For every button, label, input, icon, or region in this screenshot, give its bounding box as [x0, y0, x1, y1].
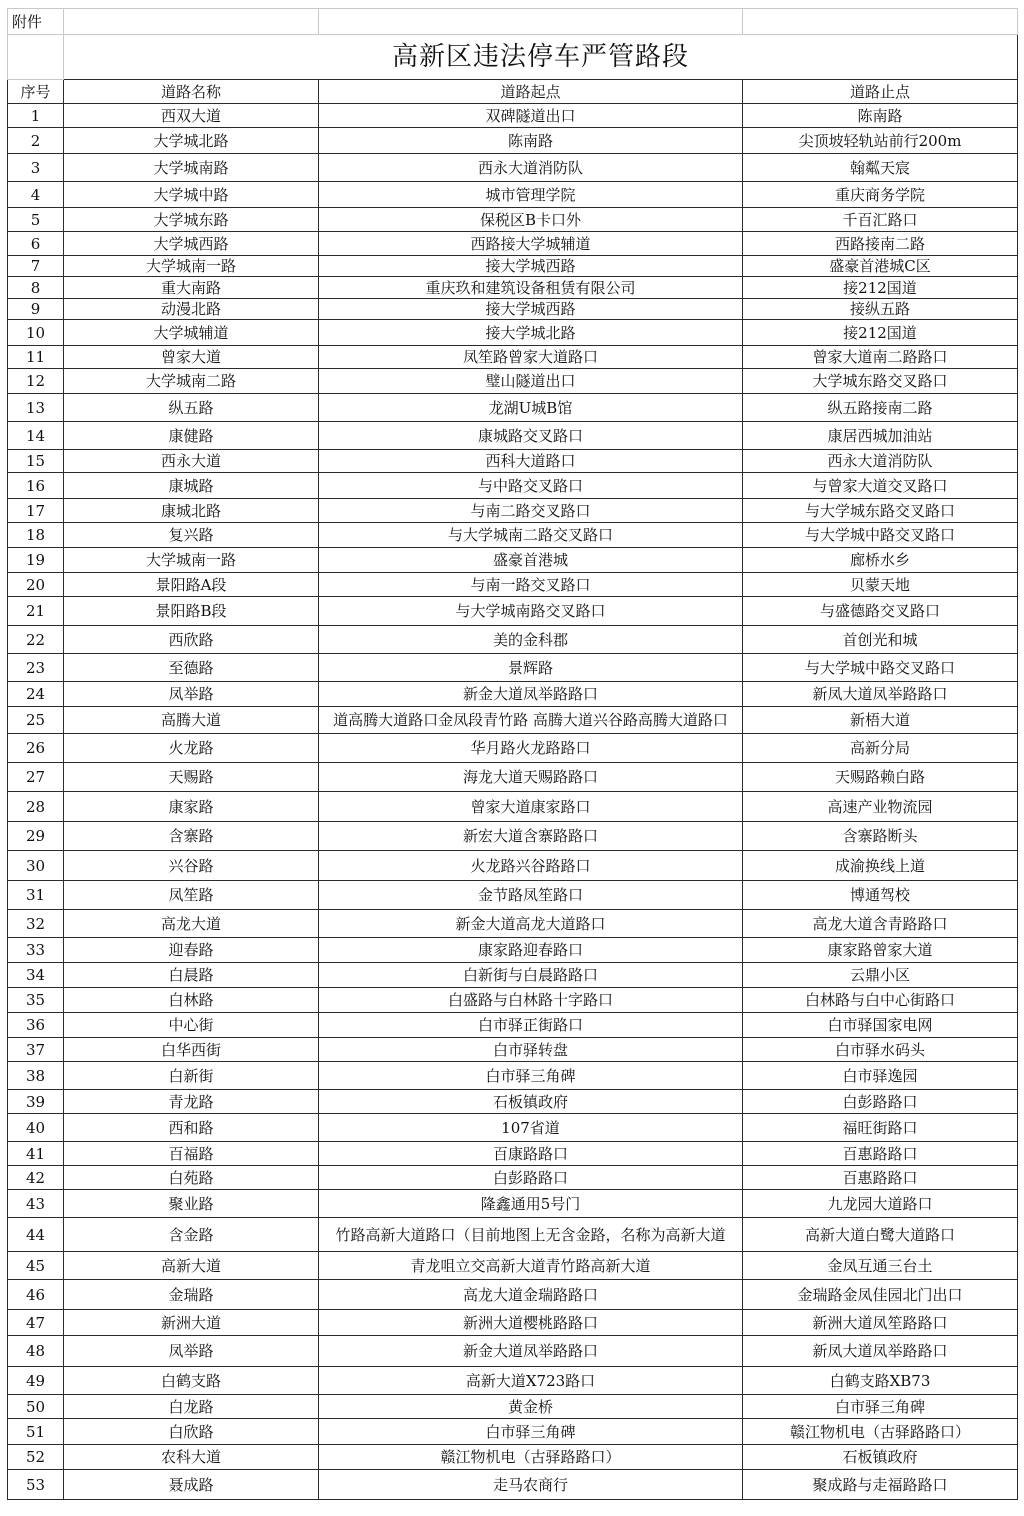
header-cell-start[interactable]: 道路起点 [319, 80, 743, 104]
cell-road-name[interactable]: 大学城东路 [64, 208, 319, 232]
cell-start[interactable]: 白市驿正街路口 [319, 1013, 743, 1038]
cell-road-name[interactable]: 白龙路 [64, 1395, 319, 1419]
table-row [8, 763, 1018, 792]
sheet-title[interactable]: 高新区违法停车严管路段 [64, 35, 1018, 80]
cell-road-name[interactable]: 中心街 [64, 1013, 319, 1038]
table-row [8, 1445, 1018, 1470]
cell-end[interactable]: 白市驿国家电网 [743, 1013, 1018, 1038]
cell-road-name[interactable]: 兴谷路 [64, 851, 319, 881]
cell-start[interactable]: 华月路火龙路路口 [319, 734, 743, 763]
cell-end[interactable]: 与大学城东路交叉路口 [743, 499, 1018, 523]
cell-start[interactable]: 白市驿三角碑 [319, 1419, 743, 1445]
empty-cell[interactable] [8, 35, 64, 80]
attachment-row [8, 9, 1018, 35]
cell-end[interactable]: 云鼎小区 [743, 963, 1018, 988]
cell-road-name[interactable]: 含寨路 [64, 822, 319, 851]
cell-road-name[interactable]: 白林路 [64, 988, 319, 1013]
cell-index[interactable]: 32 [8, 910, 64, 938]
cell-start[interactable]: 赣江物机电（古驿路路口） [319, 1445, 743, 1470]
table-row [8, 256, 1018, 277]
cell-start[interactable]: 与南一路交叉路口 [319, 573, 743, 597]
cell-end[interactable]: 金凤互通三台土 [743, 1252, 1018, 1280]
cell-start[interactable]: 城市管理学院 [319, 182, 743, 208]
cell-index[interactable]: 30 [8, 851, 64, 881]
cell-road-name[interactable]: 迎春路 [64, 938, 319, 963]
cell-index[interactable]: 21 [8, 597, 64, 626]
cell-road-name[interactable]: 大学城辅道 [64, 320, 319, 346]
cell-road-name[interactable]: 凤举路 [64, 682, 319, 707]
cell-index[interactable]: 34 [8, 963, 64, 988]
cell-index[interactable]: 2 [8, 128, 64, 154]
table-row [8, 1142, 1018, 1166]
cell-index[interactable]: 12 [8, 369, 64, 394]
cell-road-name[interactable]: 天赐路 [64, 763, 319, 792]
cell-index[interactable]: 48 [8, 1336, 64, 1367]
cell-road-name[interactable]: 大学城西路 [64, 232, 319, 256]
cell-road-name[interactable]: 白欣路 [64, 1419, 319, 1445]
cell-road-name[interactable]: 西永大道 [64, 450, 319, 473]
cell-end[interactable]: 聚成路与走福路路口 [743, 1470, 1018, 1500]
cell-start[interactable]: 凤笙路曾家大道路口 [319, 346, 743, 369]
cell-end[interactable]: 百惠路路口 [743, 1166, 1018, 1190]
cell-index[interactable]: 17 [8, 499, 64, 523]
cell-start[interactable]: 新金大道凤举路路口 [319, 1336, 743, 1367]
cell-start[interactable]: 107省道 [319, 1114, 743, 1142]
table-row [8, 1280, 1018, 1310]
cell-start[interactable]: 新金大道高龙大道路口 [319, 910, 743, 938]
cell-end[interactable]: 与盛德路交叉路口 [743, 597, 1018, 626]
cell-road-name[interactable]: 至德路 [64, 654, 319, 682]
cell-road-name[interactable]: 白新街 [64, 1062, 319, 1090]
cell-end[interactable]: 接212国道 [743, 277, 1018, 299]
cell-end[interactable]: 与曾家大道交叉路口 [743, 473, 1018, 499]
cell-end[interactable]: 陈南路 [743, 104, 1018, 128]
cell-end[interactable]: 重庆商务学院 [743, 182, 1018, 208]
table-row [8, 1395, 1018, 1419]
header-cell-index[interactable]: 序号 [8, 80, 64, 104]
cell-road-name[interactable]: 凤举路 [64, 1336, 319, 1367]
cell-end[interactable]: 高龙大道含青路路口 [743, 910, 1018, 938]
cell-road-name[interactable]: 白晨路 [64, 963, 319, 988]
table-row [8, 208, 1018, 232]
cell-start[interactable]: 西路接大学城辅道 [319, 232, 743, 256]
table-row [8, 654, 1018, 682]
cell-index[interactable]: 35 [8, 988, 64, 1013]
cell-road-name[interactable]: 西和路 [64, 1114, 319, 1142]
cell-end[interactable]: 新洲大道凤笙路路口 [743, 1310, 1018, 1336]
cell-start[interactable]: 新宏大道含寨路路口 [319, 822, 743, 851]
table-row [8, 1310, 1018, 1336]
cell-end[interactable]: 大学城东路交叉路口 [743, 369, 1018, 394]
cell-end[interactable]: 成渝换线上道 [743, 851, 1018, 881]
empty-cell[interactable] [743, 9, 1018, 35]
cell-start[interactable]: 重庆玖和建筑设备租赁有限公司 [319, 277, 743, 299]
table-row [8, 450, 1018, 473]
cell-road-name[interactable]: 动漫北路 [64, 299, 319, 320]
cell-start[interactable]: 美的金科郡 [319, 626, 743, 654]
cell-end[interactable]: 康家路曾家大道 [743, 938, 1018, 963]
table-row [8, 851, 1018, 881]
table-row [8, 473, 1018, 499]
cell-road-name[interactable]: 康城北路 [64, 499, 319, 523]
cell-end[interactable]: 白鹤支路XB73 [743, 1367, 1018, 1395]
cell-index[interactable]: 24 [8, 682, 64, 707]
cell-start[interactable]: 石板镇政府 [319, 1090, 743, 1114]
cell-index[interactable]: 27 [8, 763, 64, 792]
cell-road-name[interactable]: 西双大道 [64, 104, 319, 128]
table-row [8, 573, 1018, 597]
road-table [7, 8, 1018, 1500]
cell-start[interactable]: 接大学城西路 [319, 299, 743, 320]
cell-start[interactable]: 白彭路路口 [319, 1166, 743, 1190]
cell-index[interactable]: 18 [8, 523, 64, 548]
cell-start[interactable]: 璧山隧道出口 [319, 369, 743, 394]
cell-end[interactable]: 西永大道消防队 [743, 450, 1018, 473]
cell-road-name[interactable]: 高腾大道 [64, 707, 319, 734]
cell-start[interactable]: 白盛路与白林路十字路口 [319, 988, 743, 1013]
cell-road-name[interactable]: 康家路 [64, 792, 319, 822]
table-row [8, 1419, 1018, 1445]
cell-end[interactable]: 西路接南二路 [743, 232, 1018, 256]
cell-index[interactable]: 3 [8, 154, 64, 182]
cell-road-name[interactable]: 大学城北路 [64, 128, 319, 154]
cell-end[interactable]: 高速产业物流园 [743, 792, 1018, 822]
table-row [8, 707, 1018, 734]
cell-end[interactable]: 与大学城中路交叉路口 [743, 523, 1018, 548]
cell-index[interactable]: 13 [8, 394, 64, 422]
cell-index[interactable]: 44 [8, 1218, 64, 1252]
cell-end[interactable]: 新凤大道凤举路路口 [743, 1336, 1018, 1367]
cell-end[interactable]: 康居西城加油站 [743, 422, 1018, 450]
cell-start[interactable]: 与大学城南二路交叉路口 [319, 523, 743, 548]
cell-road-name[interactable]: 火龙路 [64, 734, 319, 763]
cell-road-name[interactable]: 高新大道 [64, 1252, 319, 1280]
table-row [8, 182, 1018, 208]
cell-index[interactable]: 1 [8, 104, 64, 128]
cell-index[interactable]: 28 [8, 792, 64, 822]
cell-end[interactable]: 白林路与白中心街路口 [743, 988, 1018, 1013]
cell-start[interactable]: 新洲大道樱桃路路口 [319, 1310, 743, 1336]
cell-index[interactable]: 42 [8, 1166, 64, 1190]
table-row [8, 597, 1018, 626]
cell-road-name[interactable]: 凤笙路 [64, 881, 319, 910]
cell-road-name[interactable]: 康城路 [64, 473, 319, 499]
cell-index[interactable]: 8 [8, 277, 64, 299]
cell-road-name[interactable]: 含金路 [64, 1218, 319, 1252]
cell-end[interactable]: 接纵五路 [743, 299, 1018, 320]
cell-start[interactable]: 西永大道消防队 [319, 154, 743, 182]
cell-index[interactable]: 23 [8, 654, 64, 682]
table-row [8, 1252, 1018, 1280]
cell-index[interactable]: 19 [8, 548, 64, 573]
table-row [8, 232, 1018, 256]
table-row [8, 1090, 1018, 1114]
cell-start[interactable]: 金节路凤笙路口 [319, 881, 743, 910]
cell-index[interactable]: 25 [8, 707, 64, 734]
table-row [8, 128, 1018, 154]
cell-start[interactable]: 竹路高新大道路口（目前地图上无含金路，名称为高新大道 [319, 1218, 743, 1252]
cell-index[interactable]: 36 [8, 1013, 64, 1038]
cell-index[interactable]: 6 [8, 232, 64, 256]
table-row [8, 1114, 1018, 1142]
cell-end[interactable]: 福旺街路口 [743, 1114, 1018, 1142]
cell-end[interactable]: 天赐路赖白路 [743, 763, 1018, 792]
cell-start[interactable]: 西科大道路口 [319, 450, 743, 473]
table-row [8, 369, 1018, 394]
table-row [8, 1038, 1018, 1062]
cell-start[interactable]: 隆鑫通用5号门 [319, 1190, 743, 1218]
cell-end[interactable]: 尖顶坡轻轨站前行200m [743, 128, 1018, 154]
cell-index[interactable]: 22 [8, 626, 64, 654]
cell-start[interactable]: 道高腾大道路口金凤段青竹路 高腾大道兴谷路高腾大道路口 [319, 707, 743, 734]
cell-index[interactable]: 41 [8, 1142, 64, 1166]
cell-road-name[interactable]: 聂成路 [64, 1470, 319, 1500]
empty-cell[interactable] [319, 9, 743, 35]
cell-index[interactable]: 9 [8, 299, 64, 320]
table-row [8, 523, 1018, 548]
cell-end[interactable]: 白市驿逸园 [743, 1062, 1018, 1090]
cell-start[interactable]: 百康路路口 [319, 1142, 743, 1166]
cell-index[interactable]: 50 [8, 1395, 64, 1419]
cell-start[interactable]: 高新大道X723路口 [319, 1367, 743, 1395]
cell-index[interactable]: 46 [8, 1280, 64, 1310]
cell-index[interactable]: 53 [8, 1470, 64, 1500]
cell-start[interactable]: 与南二路交叉路口 [319, 499, 743, 523]
cell-end[interactable]: 赣江物机电（古驿路路口） [743, 1419, 1018, 1445]
cell-end[interactable]: 含寨路断头 [743, 822, 1018, 851]
table-row [8, 734, 1018, 763]
table-row [8, 1190, 1018, 1218]
cell-index[interactable]: 15 [8, 450, 64, 473]
cell-index[interactable]: 33 [8, 938, 64, 963]
cell-start[interactable]: 双碑隧道出口 [319, 104, 743, 128]
cell-road-name[interactable]: 大学城南一路 [64, 256, 319, 277]
table-row [8, 881, 1018, 910]
cell-road-name[interactable]: 纵五路 [64, 394, 319, 422]
attachment-label[interactable]: 附件 [8, 9, 64, 35]
cell-end[interactable]: 九龙园大道路口 [743, 1190, 1018, 1218]
cell-road-name[interactable]: 金瑞路 [64, 1280, 319, 1310]
cell-start[interactable]: 康家路迎春路口 [319, 938, 743, 963]
cell-start[interactable]: 与大学城南路交叉路口 [319, 597, 743, 626]
table-row [8, 1166, 1018, 1190]
cell-index[interactable]: 10 [8, 320, 64, 346]
cell-end[interactable]: 新凤大道凤举路路口 [743, 682, 1018, 707]
cell-end[interactable]: 与大学城中路交叉路口 [743, 654, 1018, 682]
cell-index[interactable]: 11 [8, 346, 64, 369]
cell-road-name[interactable]: 农科大道 [64, 1445, 319, 1470]
cell-end[interactable]: 纵五路接南二路 [743, 394, 1018, 422]
cell-road-name[interactable]: 大学城南一路 [64, 548, 319, 573]
cell-end[interactable]: 贝蒙天地 [743, 573, 1018, 597]
table-row [8, 277, 1018, 299]
table-row [8, 154, 1018, 182]
table-row [8, 104, 1018, 128]
cell-start[interactable]: 走马农商行 [319, 1470, 743, 1500]
cell-road-name[interactable]: 景阳路B段 [64, 597, 319, 626]
cell-start[interactable]: 曾家大道康家路口 [319, 792, 743, 822]
table-row [8, 1062, 1018, 1090]
cell-index[interactable]: 43 [8, 1190, 64, 1218]
cell-road-name[interactable]: 白苑路 [64, 1166, 319, 1190]
table-row [8, 499, 1018, 523]
cell-end[interactable]: 白彭路路口 [743, 1090, 1018, 1114]
cell-road-name[interactable]: 聚业路 [64, 1190, 319, 1218]
cell-index[interactable]: 47 [8, 1310, 64, 1336]
cell-end[interactable]: 曾家大道南二路路口 [743, 346, 1018, 369]
cell-end[interactable]: 翰粼天宸 [743, 154, 1018, 182]
header-cell-road-name[interactable]: 道路名称 [64, 80, 319, 104]
cell-start[interactable]: 保税区B卡口外 [319, 208, 743, 232]
cell-end[interactable]: 廊桥水乡 [743, 548, 1018, 573]
table-row [8, 422, 1018, 450]
cell-index[interactable]: 16 [8, 473, 64, 499]
table-row [8, 394, 1018, 422]
cell-end[interactable]: 千百汇路口 [743, 208, 1018, 232]
cell-end[interactable]: 盛豪首港城C区 [743, 256, 1018, 277]
cell-end[interactable]: 白市驿水码头 [743, 1038, 1018, 1062]
table-row [8, 548, 1018, 573]
table-row [8, 320, 1018, 346]
table-row [8, 682, 1018, 707]
spreadsheet [7, 8, 1017, 1500]
cell-start[interactable]: 康城路交叉路口 [319, 422, 743, 450]
cell-index[interactable]: 37 [8, 1038, 64, 1062]
cell-road-name[interactable]: 高龙大道 [64, 910, 319, 938]
cell-index[interactable]: 49 [8, 1367, 64, 1395]
table-row [8, 822, 1018, 851]
header-row [8, 80, 1018, 104]
table-row [8, 1470, 1018, 1500]
table-row [8, 938, 1018, 963]
cell-start[interactable]: 景辉路 [319, 654, 743, 682]
cell-road-name[interactable]: 复兴路 [64, 523, 319, 548]
cell-index[interactable]: 20 [8, 573, 64, 597]
cell-start[interactable]: 陈南路 [319, 128, 743, 154]
cell-road-name[interactable]: 康健路 [64, 422, 319, 450]
cell-end[interactable]: 博通驾校 [743, 881, 1018, 910]
cell-start[interactable]: 与中路交叉路口 [319, 473, 743, 499]
cell-index[interactable]: 38 [8, 1062, 64, 1090]
cell-end[interactable]: 白市驿三角碑 [743, 1395, 1018, 1419]
cell-start[interactable]: 新金大道凤举路路口 [319, 682, 743, 707]
cell-index[interactable]: 45 [8, 1252, 64, 1280]
cell-index[interactable]: 7 [8, 256, 64, 277]
cell-end[interactable]: 高新分局 [743, 734, 1018, 763]
cell-road-name[interactable]: 西欣路 [64, 626, 319, 654]
table-row [8, 346, 1018, 369]
cell-end[interactable]: 石板镇政府 [743, 1445, 1018, 1470]
cell-start[interactable]: 火龙路兴谷路路口 [319, 851, 743, 881]
cell-road-name[interactable]: 重大南路 [64, 277, 319, 299]
cell-road-name[interactable]: 大学城南路 [64, 154, 319, 182]
cell-index[interactable]: 31 [8, 881, 64, 910]
table-row [8, 910, 1018, 938]
cell-index[interactable]: 51 [8, 1419, 64, 1445]
cell-road-name[interactable]: 新洲大道 [64, 1310, 319, 1336]
cell-start[interactable]: 白市驿三角碑 [319, 1062, 743, 1090]
cell-end[interactable]: 金瑞路金凤佳园北门出口 [743, 1280, 1018, 1310]
cell-end[interactable]: 接212国道 [743, 320, 1018, 346]
title-row [8, 35, 1018, 80]
cell-index[interactable]: 40 [8, 1114, 64, 1142]
cell-start[interactable]: 高龙大道金瑞路路口 [319, 1280, 743, 1310]
cell-start[interactable]: 黄金桥 [319, 1395, 743, 1419]
cell-end[interactable]: 首创光和城 [743, 626, 1018, 654]
cell-road-name[interactable]: 大学城南二路 [64, 369, 319, 394]
cell-start[interactable]: 白新街与白晨路路口 [319, 963, 743, 988]
cell-index[interactable]: 14 [8, 422, 64, 450]
table-row [8, 988, 1018, 1013]
cell-start[interactable]: 青龙咀立交高新大道青竹路高新大道 [319, 1252, 743, 1280]
table-row [8, 1218, 1018, 1252]
table-row [8, 1013, 1018, 1038]
header-cell-end[interactable]: 道路止点 [743, 80, 1018, 104]
table-row [8, 963, 1018, 988]
cell-start[interactable]: 接大学城北路 [319, 320, 743, 346]
cell-road-name[interactable]: 白鹤支路 [64, 1367, 319, 1395]
table-row [8, 1336, 1018, 1367]
cell-start[interactable]: 接大学城西路 [319, 256, 743, 277]
cell-start[interactable]: 海龙大道天赐路路口 [319, 763, 743, 792]
cell-index[interactable]: 29 [8, 822, 64, 851]
cell-road-name[interactable]: 白华西街 [64, 1038, 319, 1062]
cell-end[interactable]: 高新大道白鹭大道路口 [743, 1218, 1018, 1252]
empty-cell[interactable] [64, 9, 319, 35]
table-row [8, 299, 1018, 320]
cell-road-name[interactable]: 景阳路A段 [64, 573, 319, 597]
table-row [8, 626, 1018, 654]
cell-index[interactable]: 4 [8, 182, 64, 208]
cell-road-name[interactable]: 青龙路 [64, 1090, 319, 1114]
cell-index[interactable]: 26 [8, 734, 64, 763]
cell-start[interactable]: 盛豪首港城 [319, 548, 743, 573]
cell-road-name[interactable]: 曾家大道 [64, 346, 319, 369]
cell-road-name[interactable]: 百福路 [64, 1142, 319, 1166]
cell-end[interactable]: 新梧大道 [743, 707, 1018, 734]
cell-index[interactable]: 5 [8, 208, 64, 232]
table-row [8, 792, 1018, 822]
cell-road-name[interactable]: 大学城中路 [64, 182, 319, 208]
cell-index[interactable]: 39 [8, 1090, 64, 1114]
cell-index[interactable]: 52 [8, 1445, 64, 1470]
cell-end[interactable]: 百惠路路口 [743, 1142, 1018, 1166]
table-row [8, 1367, 1018, 1395]
cell-start[interactable]: 龙湖U城B馆 [319, 394, 743, 422]
cell-start[interactable]: 白市驿转盘 [319, 1038, 743, 1062]
